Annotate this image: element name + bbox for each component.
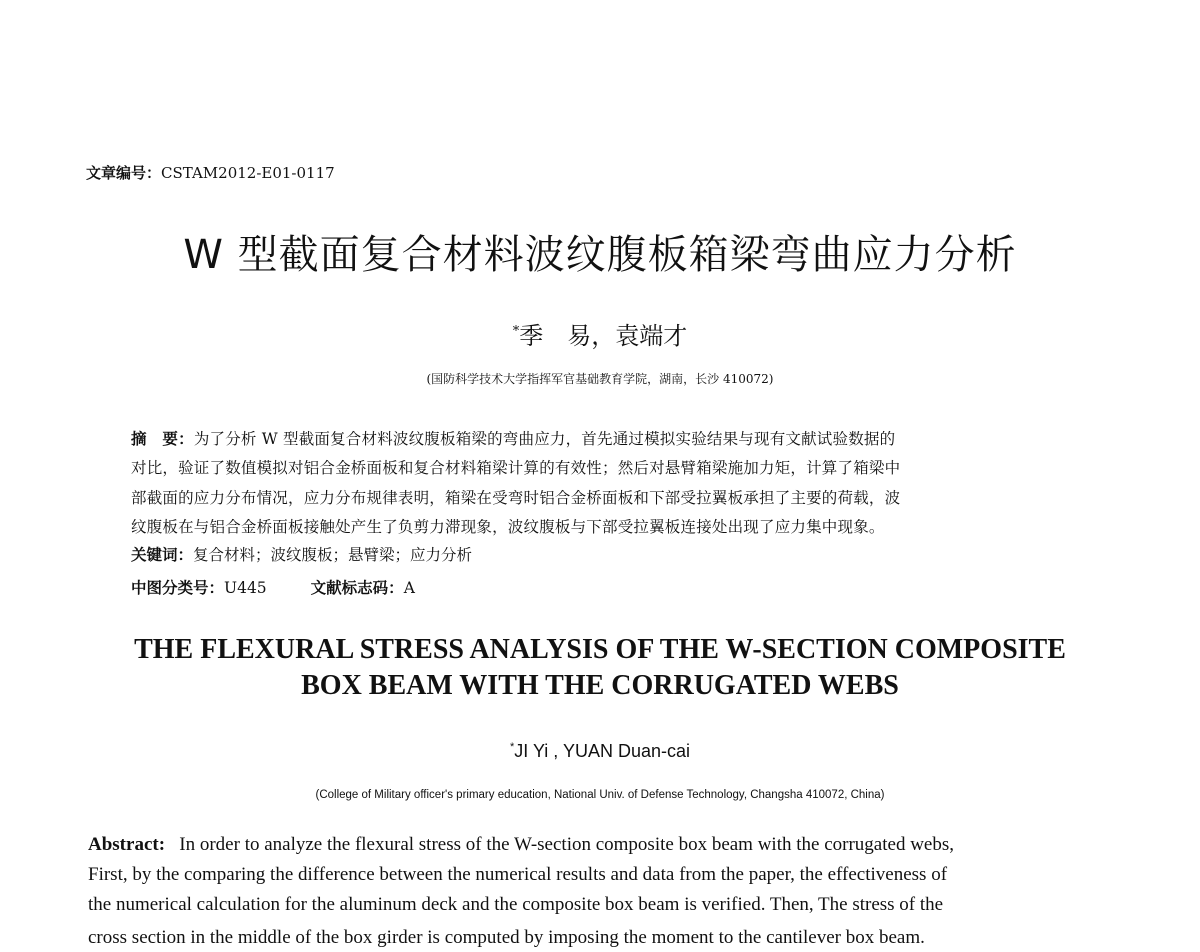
english-abstract-line — [88, 834, 954, 856]
english-title-line-1: THE FLEXURAL STRESS ANALYSIS OF THE W-SECTION COMPOSITE — [134, 634, 1066, 665]
chinese-abstract-line: 纹腹板在与铝合金桥面板接触处产生了负剪力滞现象，波纹腹板与下部受拉翼板连接处出现了应力集中现象。 — [131, 518, 885, 536]
chinese-abstract-text: 为了分析 W 型截面复合材料波纹腹板箱梁的弯曲应力，首先通过模拟实验结果与现有文献试验数据的 — [193, 430, 896, 448]
chinese-abstract-line: 对比，验证了数值模拟对铝合金桥面板和复合材料箱梁计算的有效性；然后对悬臂箱梁施加力矩，计算了箱梁中 — [131, 459, 901, 477]
chinese-abstract-line — [131, 427, 895, 449]
english-abstract-label: Abstract: — [88, 834, 166, 855]
corresponding-author-mark: * — [512, 324, 520, 339]
clc-label: 中图分类号： — [131, 579, 225, 597]
english-abstract-text: In order to analyze the flexural stress of the W-section composite box beam with the corrugated webs, — [179, 834, 954, 855]
chinese-title: W 型截面复合材料波纹腹板箱梁弯曲应力分析 — [183, 232, 1017, 278]
chinese-authors — [0, 316, 1200, 351]
article-number-value: CSTAM2012-E01-0117 — [161, 164, 335, 182]
chinese-abstract-line: 部截面的应力分布情况，应力分布规律表明，箱梁在受弯时铝合金桥面板和下部受拉翼板承担了主要的荷载，波 — [131, 489, 901, 507]
english-abstract-line: the numerical calculation for the aluminum deck and the composite box beam is verified. Then, The stress of the — [88, 894, 944, 915]
chinese-author-names: 季 易，袁端才 — [519, 322, 688, 350]
english-authors — [0, 741, 1200, 762]
chinese-abstract-label: 摘 要： — [131, 430, 194, 448]
article-number-label: 文章编号： — [86, 164, 162, 182]
corresponding-author-mark: * — [509, 741, 515, 753]
document-code-label: 文献标志码： — [310, 579, 404, 597]
english-abstract-line: First, by the comparing the difference between the numerical results and data from the paper, the effectiveness of — [88, 864, 948, 885]
keywords-value: 复合材料；波纹腹板；悬臂梁；应力分析 — [193, 546, 473, 564]
chinese-keywords — [131, 543, 472, 565]
article-number-line — [86, 162, 335, 183]
english-title-line-2: BOX BEAM WITH THE CORRUGATED WEBS — [301, 670, 899, 701]
english-abstract-line: cross section in the middle of the box girder is computed by imposing the moment to the cantilever box beam. — [88, 927, 925, 948]
chinese-affiliation: (国防科学技术大学指挥军官基础教育学院，湖南，长沙 410072) — [426, 372, 774, 386]
keywords-label: 关键词： — [131, 546, 194, 564]
document-code-value: A — [403, 579, 415, 597]
clc-value: U445 — [224, 579, 267, 597]
english-author-names: JI Yi , YUAN Duan-cai — [514, 741, 691, 761]
english-affiliation: (College of Military officer's primary education, National Univ. of Defense Technology, Changsha 410072, China) — [315, 789, 885, 801]
classification-line — [131, 576, 415, 598]
